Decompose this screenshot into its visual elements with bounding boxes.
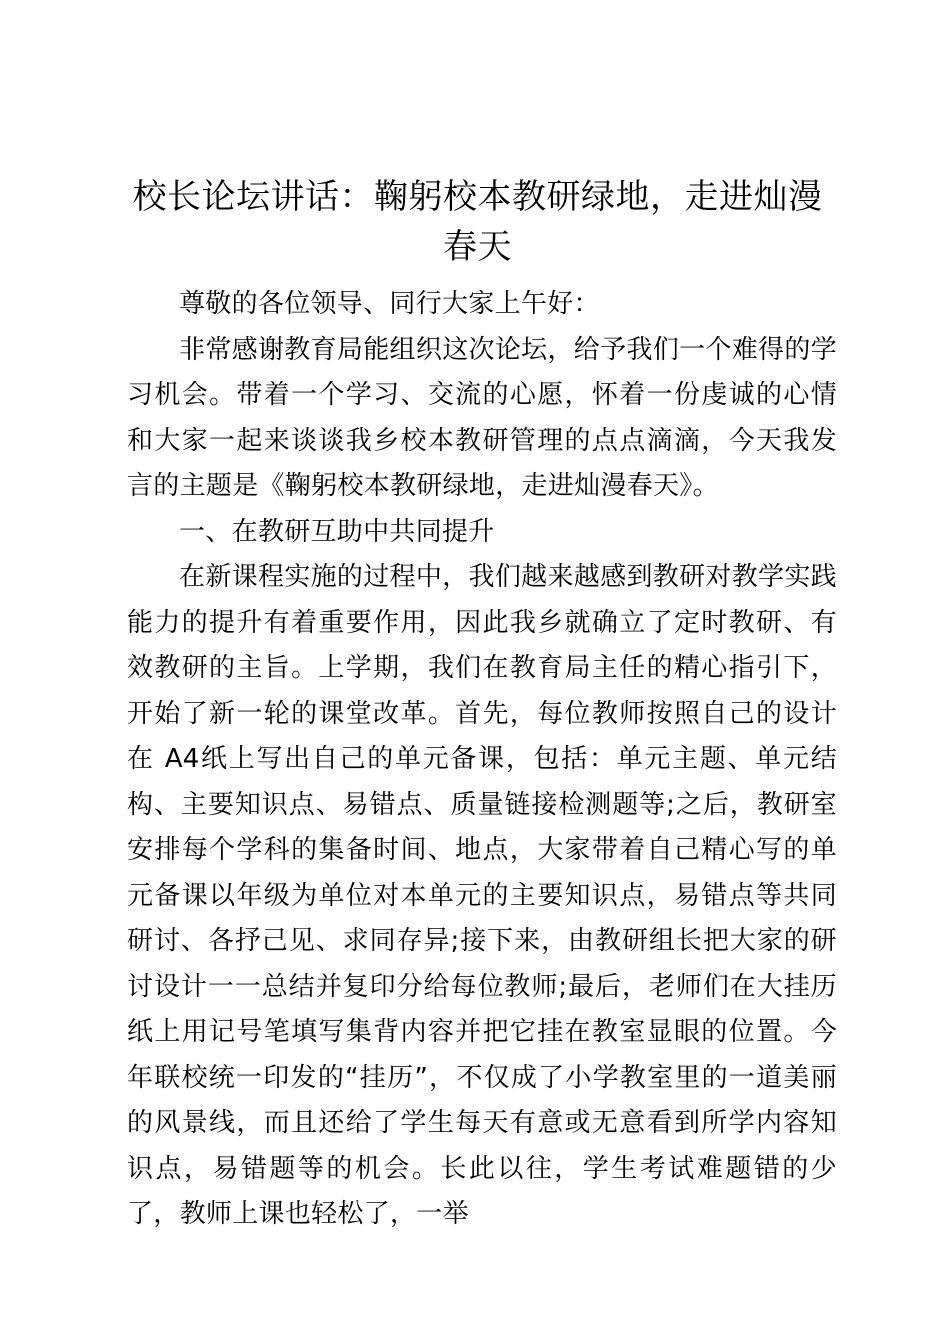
greeting-paragraph: 尊敬的各位领导、同行大家上午好： <box>179 289 600 319</box>
document-body <box>127 282 837 1238</box>
body-paragraph: 在新课程实施的过程中，我们越来越感到教研对教学实践能力的提升有着重要作用，因此我乡就确立了定时教研、有效教研的主旨。上学期，我们在教育局主任的精心指引下，开始了新一轮的课堂改革。首先，每位教师按照自己的设计在 A4纸上写出自己的单元备课，包括：单元主题、单元结构、主要知识点、易错点、质量链接检测题等;之后，教研室安排每个学科的集备时间、地点，大家带着自己精心写的单元备课以年级为单位对本单元的主要知识点，易错点等共同研讨、各抒己见、求同存异;接下来，由教研组长把大家的研讨设计一一总结并复印分给每位教师;最后，老师们在大挂历纸上用记号笔填写集背内容并把它挂在教室显眼的位置。今年联校统一印发的“挂历”，不仅成了小学教室里的一道美丽的风景线，而且还给了学生每天有意或无意看到所学内容知识点，易错题等的机会。长此以往，学生考试难题错的少了，教师上课也轻松了，一举 <box>127 562 837 1229</box>
section-heading: 一、在教研互助中共同提升 <box>179 516 495 547</box>
intro-paragraph: 非常感谢教育局能组织这次论坛，给予我们一个难得的学习机会。带着一个学习、交流的心愿，怀着一份虔诚的心情和大家一起来谈谈我乡校本教研管理的点点滴滴，今天我发言的主题是《鞠躬校本教研绿地，走进灿漫春天》。 <box>127 334 837 501</box>
document-title: 校长论坛讲话：鞠躬校本教研绿地，走进灿漫春天 <box>132 177 823 267</box>
